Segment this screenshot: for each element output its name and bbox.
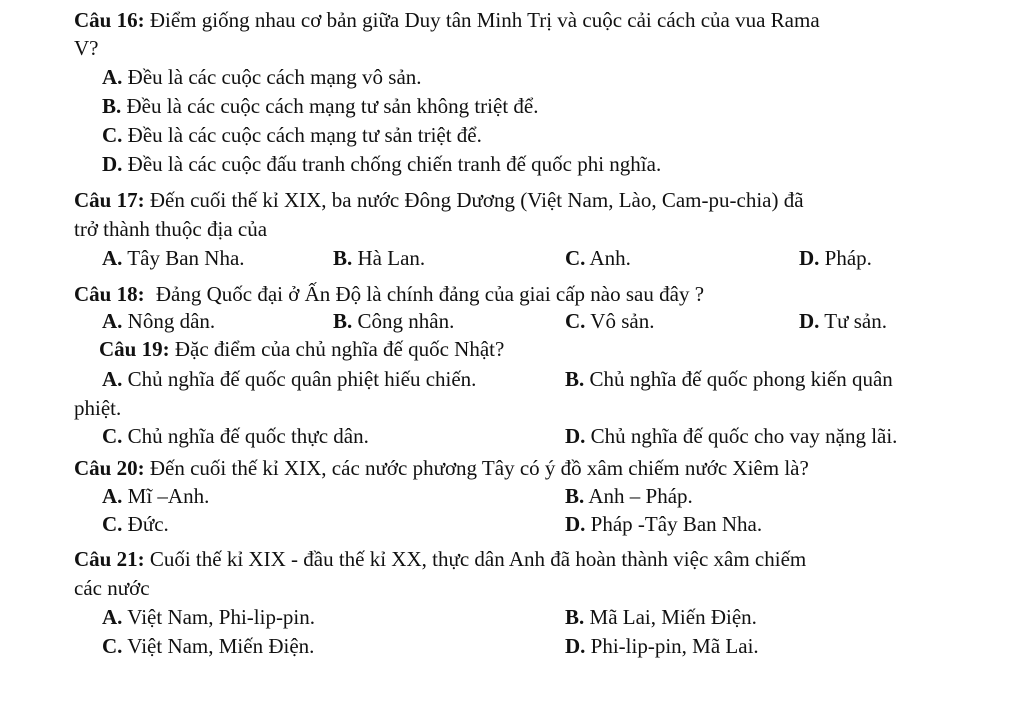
question-19-option-b-cont: phiệt. [74, 396, 122, 420]
option-text: Đức. [127, 512, 169, 536]
option-text: Pháp -Tây Ban Nha. [590, 512, 763, 536]
option-key: A. [102, 484, 123, 508]
option-text: Phi-lip-pin, Mã Lai. [590, 634, 759, 658]
question-17-option-c [565, 244, 631, 272]
question-16-option-b [102, 92, 538, 120]
question-21-option-c [102, 632, 314, 660]
question-20-option-a [102, 482, 209, 510]
question-17-option-a [102, 244, 245, 272]
option-text: Chủ nghĩa đế quốc cho vay nặng lãi. [590, 424, 898, 448]
option-text: Chủ nghĩa đế quốc phong kiến quân [589, 367, 893, 391]
option-key: A. [102, 309, 123, 333]
option-text: Việt Nam, Miến Điện. [127, 634, 315, 658]
question-16-stem [74, 6, 820, 34]
question-19-option-c [102, 422, 369, 450]
option-key: B. [333, 309, 353, 333]
option-text: Đều là các cuộc cách mạng vô sản. [127, 65, 422, 89]
option-text: Mã Lai, Miến Điện. [589, 605, 757, 629]
option-key: D. [102, 152, 123, 176]
option-text: Đều là các cuộc cách mạng tư sản triệt để. [127, 123, 482, 147]
question-16-text: Điểm giống nhau cơ bản giữa Duy tân Minh Trị và cuộc cải cách của vua Rama [149, 8, 820, 32]
option-key: B. [102, 94, 122, 118]
option-text: Tây Ban Nha. [127, 246, 245, 270]
option-key: B. [565, 484, 585, 508]
question-17-option-d [799, 244, 872, 272]
question-16-option-a [102, 63, 422, 91]
option-key: C. [102, 634, 123, 658]
question-16-stem-cont: V? [74, 36, 99, 60]
option-key: D. [799, 246, 820, 270]
question-19-stem [99, 335, 504, 363]
option-key: A. [102, 65, 123, 89]
option-text: Mĩ –Anh. [127, 484, 210, 508]
option-key: D. [565, 512, 586, 536]
option-text: Công nhân. [357, 309, 455, 333]
question-21-option-a [102, 603, 315, 631]
question-18-option-a [102, 307, 215, 335]
option-text: Tư sản. [824, 309, 887, 333]
question-17-text: Đến cuối thế kỉ XIX, ba nước Đông Dương (Việt Nam, Lào, Cam-pu-chia) đã [149, 188, 804, 212]
option-key: B. [565, 367, 585, 391]
question-16-label: Câu 16: [74, 8, 145, 32]
question-18-stem [74, 280, 704, 308]
question-21-label: Câu 21: [74, 547, 145, 571]
option-key: B. [565, 605, 585, 629]
question-18-label: Câu 18: [74, 282, 145, 306]
question-18-option-b [333, 307, 454, 335]
option-key: C. [102, 424, 123, 448]
question-20-label: Câu 20: [74, 456, 145, 480]
option-key: A. [102, 246, 123, 270]
option-text: Anh – Pháp. [588, 484, 693, 508]
option-key: B. [333, 246, 353, 270]
question-20-option-c [102, 510, 169, 538]
option-text: Vô sản. [590, 309, 655, 333]
option-text: Đều là các cuộc cách mạng tư sản không triệt để. [126, 94, 539, 118]
option-key: D. [565, 634, 586, 658]
option-key: D. [565, 424, 586, 448]
question-17-option-b [333, 244, 425, 272]
question-21-stem [74, 545, 806, 573]
option-key: D. [799, 309, 820, 333]
option-text: Hà Lan. [357, 246, 426, 270]
option-key: C. [565, 246, 586, 270]
question-16-option-c [102, 121, 482, 149]
question-20-option-b [565, 482, 693, 510]
question-20-text: Đến cuối thế kỉ XIX, các nước phương Tây có ý đồ xâm chiếm nước Xiêm là? [149, 456, 809, 480]
option-text: Pháp. [824, 246, 872, 270]
question-21-stem-cont: các nước [74, 576, 150, 600]
question-20-stem [74, 454, 809, 482]
option-text: Chủ nghĩa đế quốc quân phiệt hiếu chiến. [127, 367, 477, 391]
question-21-option-b [565, 603, 757, 631]
question-19-text: Đặc điểm của chủ nghĩa đế quốc Nhật? [174, 337, 505, 361]
question-20-option-d [565, 510, 762, 538]
option-key: C. [102, 123, 123, 147]
question-17-label: Câu 17: [74, 188, 145, 212]
question-19-option-d [565, 422, 897, 450]
option-text: Chủ nghĩa đế quốc thực dân. [127, 424, 369, 448]
question-21-text: Cuối thế kỉ XIX - đầu thế kỉ XX, thực dân Anh đã hoàn thành việc xâm chiếm [149, 547, 807, 571]
option-key: C. [102, 512, 123, 536]
question-19-label: Câu 19: [99, 337, 170, 361]
option-text: Anh. [589, 246, 631, 270]
question-17-stem [74, 186, 804, 214]
option-key: A. [102, 605, 123, 629]
question-16-option-d [102, 150, 661, 178]
option-key: A. [102, 367, 123, 391]
option-key: C. [565, 309, 586, 333]
question-21-option-d [565, 632, 759, 660]
question-19-option-a [102, 365, 476, 393]
option-text: Đều là các cuộc đấu tranh chống chiến tranh đế quốc phi nghĩa. [127, 152, 662, 176]
question-18-option-c [565, 307, 654, 335]
question-18-text: Đảng Quốc đại ở Ấn Độ là chính đảng của giai cấp nào sau đây ? [155, 282, 705, 306]
option-text: Việt Nam, Phi-lip-pin. [127, 605, 316, 629]
question-19-option-b [565, 365, 893, 393]
question-18-option-d [799, 307, 887, 335]
option-text: Nông dân. [127, 309, 216, 333]
question-17-stem-cont: trở thành thuộc địa của [74, 217, 268, 241]
